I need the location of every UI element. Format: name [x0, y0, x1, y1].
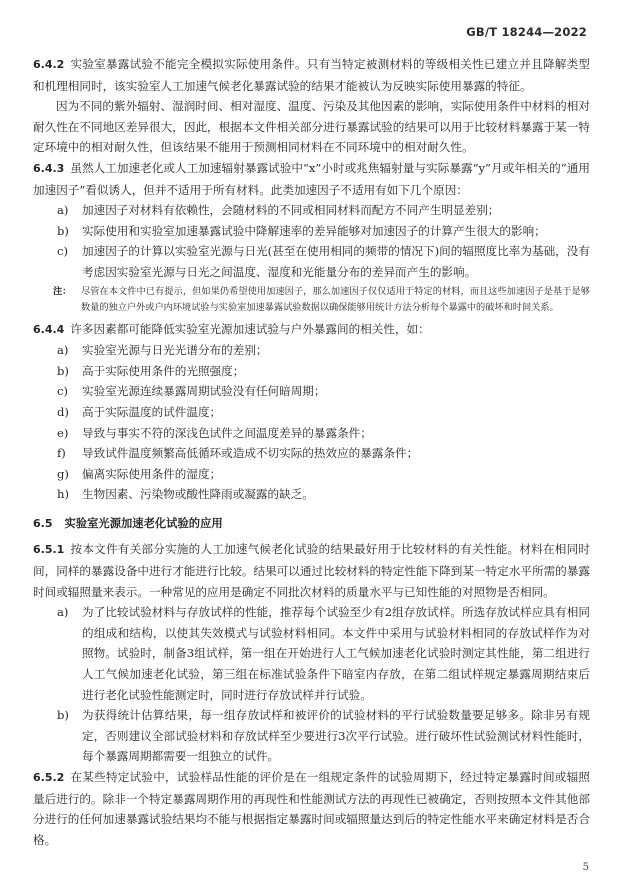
list-item — [33, 381, 590, 402]
clause-number: 6.5.1 — [33, 543, 65, 557]
clause-number: 6.4.3 — [33, 161, 65, 175]
section-number: 6.5 — [33, 516, 53, 530]
clause-text: 许多因素都可能降低实验室光源加速试验与户外暴露间的相关性，如： — [70, 321, 430, 336]
list-marker: a) — [57, 605, 69, 620]
list-text: 为获得统计估算结果，每一组存放试样和被评价的试验材料的平行试验数量要足够多。除非另有规定，否则建议全部试验材料和存放试样至少要进行3次平行试验。进行破坏性试验测试材料性能时，每个暴露周期都需要一组独立的试件。 — [82, 708, 590, 764]
list-item — [33, 221, 590, 242]
clause-6-5-2 — [33, 767, 590, 850]
page-number: 5 — [582, 862, 589, 873]
list-text: 生物因素、污染物或酸性降雨或凝露的缺乏。 — [82, 487, 314, 502]
clause-6-4-2-para2: 因为不同的紫外辐射、湿润时间、相对湿度、温度、污染及其他因素的影响，实际使用条件中材料的相对耐久性在不同地区差异很大，因此，根据本文件相关部分进行暴露试验的结果可以用于比较材料暴露于某一特定环境中的相对耐久性，但该结果不能用于预测相同材料在不同环境中的相对耐久性。 — [33, 99, 590, 155]
standard-code: GB/T 18244—2022 — [466, 25, 587, 39]
list-text: 导致与事实不符的深浅色试件之间温度差异的暴露条件； — [82, 425, 372, 440]
document-body — [33, 54, 590, 850]
list-marker: c) — [57, 244, 69, 259]
list-text: 实验室光源连续暴露周期试验没有任何暗周期； — [82, 384, 326, 399]
clause-6-4-4 — [33, 319, 590, 341]
list-item — [33, 423, 590, 444]
list-item — [33, 484, 590, 505]
list-marker: h) — [57, 487, 69, 502]
list-item — [33, 705, 590, 767]
clause-6-4-2 — [33, 54, 590, 96]
clause-text: 在某些特定试验中，试验样品性能的评价是在一组规定条件的试验周期下，经过特定暴露时间或辐照量后进行的。除非一个特定暴露周期作用的再现性和性能测试方法的再现性已被确定，否则按照本文件其他部分进行的任何加速暴露试验结果均不能与根据指定暴露时间或辐照量达到后的特定性能水平来确定材料是否合格。 — [33, 770, 590, 847]
list-text: 实际使用和实验室加速暴露试验中降解速率的差异能够对加速因子的计算产生很大的影响； — [82, 223, 546, 238]
list-marker: c) — [57, 384, 69, 399]
list-marker: b) — [57, 708, 69, 723]
clause-text: 虽然人工加速老化或人工加速辐射暴露试验中“x”小时或兆焦辐射量与实际暴露“y”月或年相关的“通用加速因子”看似诱人，但并不适用于所有材料。此类加速因子不适用有如下几个原因： — [33, 160, 590, 197]
list-item — [33, 402, 590, 423]
list-marker: a) — [57, 203, 69, 218]
section-heading-6-5 — [33, 514, 590, 535]
list-text: 加速因子对材料有依赖性，会随材料的不同或相同材料而配方不同产生明显差别； — [82, 203, 500, 218]
clause-number: 6.5.2 — [33, 771, 65, 784]
list-item — [33, 361, 590, 382]
note — [33, 284, 590, 316]
clause-number: 6.4.4 — [33, 322, 65, 336]
list-item — [33, 464, 590, 485]
list-marker: d) — [57, 404, 69, 419]
list-text: 为了比较试验材料与存放试样的性能，推荐每个试验至少有2组存放试样。所选存放试样应具有相同的组成和结构，以使其失效模式与试验材料相同。本文件中采用与试验材料相同的存放试样作为对照物。试验时，制备3组试样，第一组在开始进行人工气候加速老化试验时测定其性能，第二组进行人工气候加速老化试验，第三组在标准试验条件下暗室内存放，在第二组试样规定暴露周期结束后进行老化试验性能测定时，同时进行存放试样并行试验。 — [82, 605, 590, 702]
list-text: 加速因子的计算以实验室光源与日光(甚至在使用相同的频带的情况下)间的辐照度比率为基础，没有考虑因实验室光源与日光之间温度、湿度和光能量分布的差异而产生的影响。 — [82, 244, 590, 279]
list-item — [33, 602, 590, 705]
clause-number: 6.4.2 — [33, 58, 65, 71]
list-marker: f) — [57, 446, 66, 461]
list-text: 实验室光源与日光光谱分布的差别； — [82, 343, 268, 358]
note-text: 尽管在本文件中已有提示，但如果仍希望使用加速因子，那么加速因子仅仅适用于特定的材料，而且这些加速因子是基于是够数量的独立户外或户内环境试验与实验室加速暴露试验数据以确保能够用统计方法分析每个暴露中的破坏和时间关系。 — [81, 285, 590, 313]
clause-text: 按本文件有关部分实施的人工加速气候老化试验的结果最好用于比较材料的有关性能。材料在相同时间，同样的暴露设备中进行才能进行比较。结果可以通过比较材料的特定性能下降到某一特定水平所需的暴露时间或辐照量来表示。一种常见的应用是确定不同批次材料的质量水平与已知性能的对照物是否相同。 — [33, 542, 590, 599]
list-marker: b) — [57, 223, 69, 238]
section-title: 实验室光源加速老化试验的应用 — [64, 516, 223, 530]
clause-text: 实验室暴露试验不能完全模拟实际使用条件。只有当特定被测材料的等级相关性已建立并且降解类型和机理相同时，该实验室人工加速气候老化暴露试验的结果才能被认为反映实际使用暴露的特征。 — [33, 57, 590, 93]
list-text: 高于实际使用条件的光照强度； — [82, 363, 245, 378]
list-item — [33, 443, 590, 464]
list-text: 偏离实际使用条件的湿度； — [82, 466, 222, 481]
list-text: 高于实际温度的试件温度； — [82, 404, 222, 419]
list-item — [33, 200, 590, 221]
list-marker: b) — [57, 363, 69, 378]
note-label: 注： — [53, 285, 72, 297]
list-marker: a) — [57, 343, 69, 358]
clause-6-4-3 — [33, 158, 590, 200]
clause-6-5-1 — [33, 539, 590, 602]
list-marker: e) — [57, 425, 69, 440]
list-marker: g) — [57, 466, 69, 481]
list-text: 导致试件温度频繁高低循环或造成不切实际的热效应的暴露条件； — [82, 446, 419, 461]
list-item — [33, 340, 590, 361]
list-item — [33, 241, 590, 282]
